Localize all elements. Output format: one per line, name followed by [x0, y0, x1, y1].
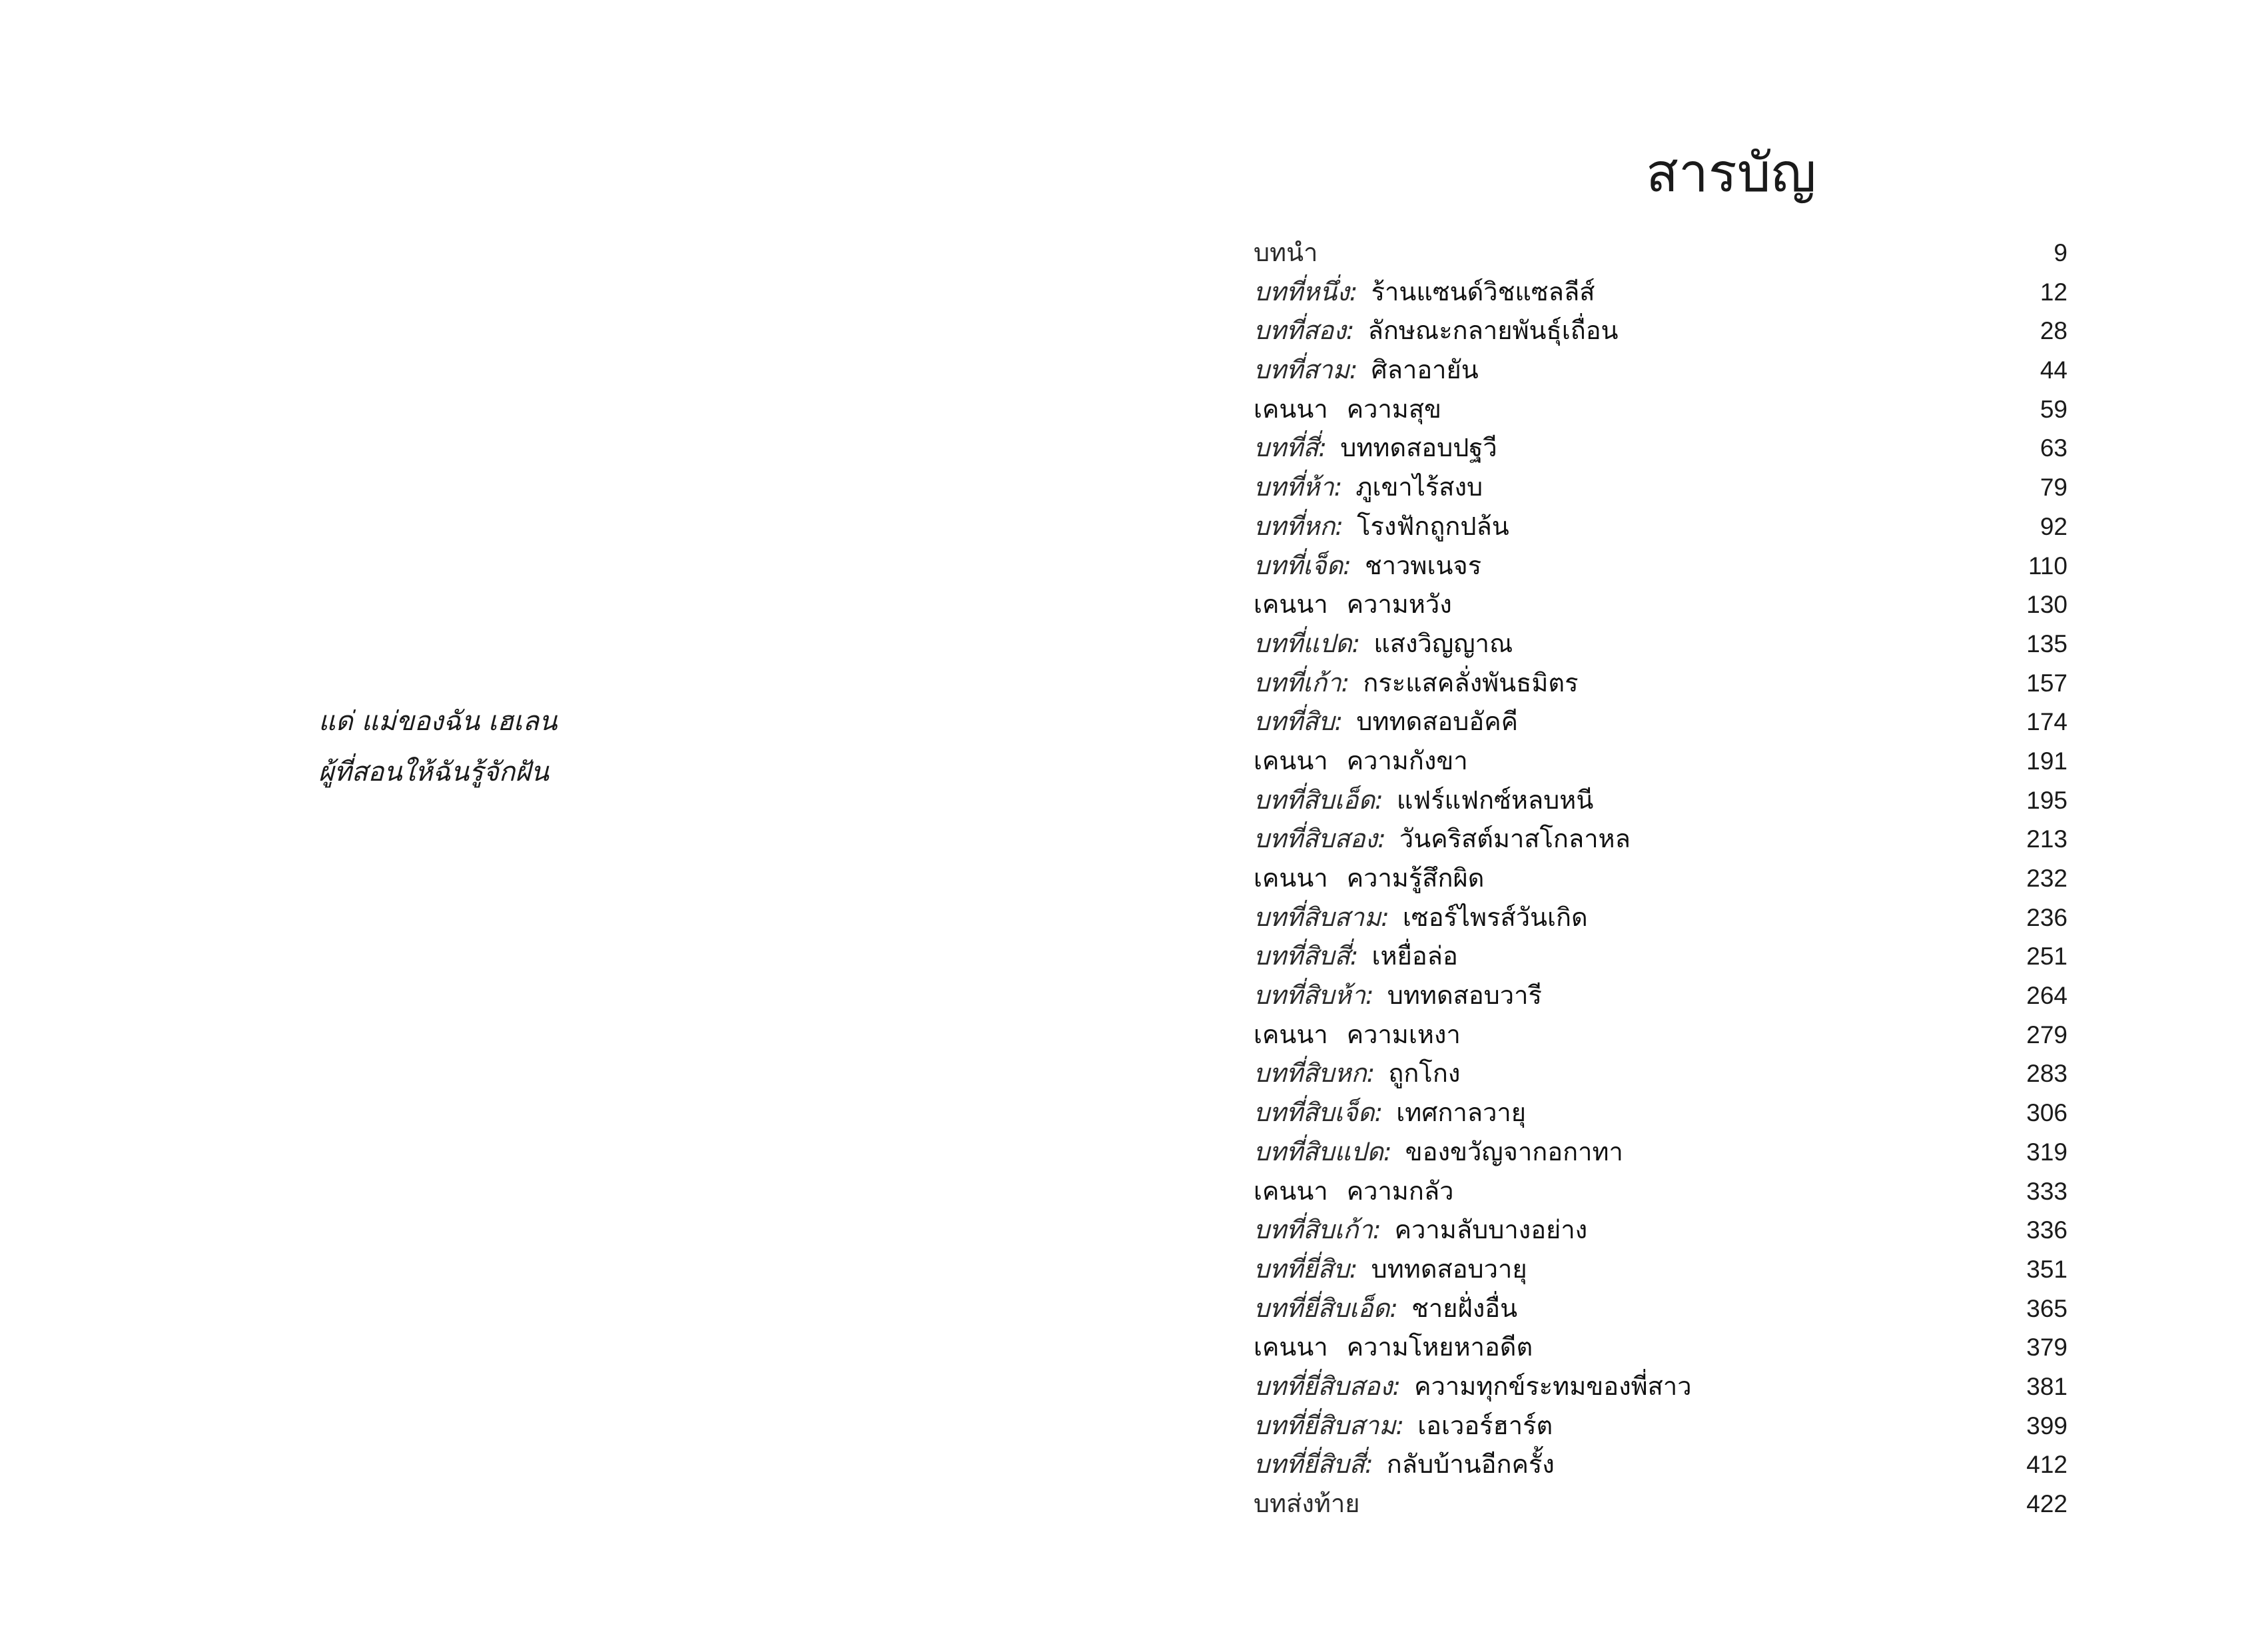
- toc-entry[interactable]: [1254, 1367, 2067, 1406]
- toc-entry-prefix: เคนนา: [1254, 394, 1328, 424]
- toc-entry-prefix: เคนนา: [1254, 1019, 1328, 1049]
- toc-page-number: 236: [2026, 903, 2067, 931]
- toc-page-number: 279: [2026, 1021, 2067, 1048]
- toc-entry-title: แสงวิญญาณ: [1373, 628, 1513, 658]
- toc-page-number: 9: [2054, 239, 2067, 266]
- toc-entry-label: [1254, 937, 1458, 976]
- toc-page-number: 12: [2040, 278, 2067, 306]
- toc-entry[interactable]: [1254, 468, 2067, 507]
- toc-entry[interactable]: [1254, 976, 2067, 1015]
- toc-page-number: 28: [2040, 317, 2067, 345]
- toc-entry-prefix: บทที่สิบสาม:: [1254, 902, 1389, 932]
- toc-page-number: 79: [2040, 474, 2067, 502]
- toc-entry-title: ของขวัญจากอกาทา: [1405, 1136, 1623, 1166]
- toc-entry-label: [1254, 1289, 1517, 1328]
- toc-entry-title: ภูเขาไร้สงบ: [1355, 472, 1483, 502]
- toc-entry[interactable]: [1254, 859, 2067, 898]
- toc-entry-title: กระแสคลั่งพันธมิตร: [1363, 667, 1579, 697]
- toc-entry[interactable]: [1254, 272, 2067, 312]
- toc-entry[interactable]: [1254, 1054, 2067, 1093]
- toc-entry-prefix: บทที่ยี่สิบเอ็ด:: [1254, 1293, 1399, 1323]
- toc-page-number: 412: [2026, 1451, 2067, 1479]
- toc-page-number: 59: [2040, 395, 2067, 423]
- toc-page-number: 63: [2040, 434, 2067, 462]
- toc-page-number: 195: [2026, 786, 2067, 814]
- toc-page-number: 351: [2026, 1255, 2067, 1283]
- toc-entry[interactable]: [1254, 1484, 2067, 1523]
- toc-entry-title: ลักษณะกลายพันธุ์เถื่อน: [1367, 316, 1619, 346]
- toc-entry-title: ความหวัง: [1346, 590, 1452, 620]
- toc-entry-prefix: บทที่สิบเอ็ด:: [1254, 785, 1383, 815]
- toc-entry-label: [1254, 624, 1513, 663]
- toc-entry-prefix: บทที่ยี่สิบสาม:: [1254, 1410, 1405, 1440]
- toc-page-number: 422: [2026, 1490, 2067, 1517]
- toc-entry-prefix: บทที่สาม:: [1254, 355, 1358, 385]
- toc-entry-prefix: บทที่สิบสอง:: [1254, 824, 1386, 854]
- toc-entry[interactable]: [1254, 1172, 2067, 1211]
- toc-entry[interactable]: [1254, 1406, 2067, 1446]
- toc-entry-label: [1254, 781, 1593, 820]
- toc-entry-title: ความโหยหาอดีต: [1346, 1332, 1533, 1362]
- toc-entry-prefix: เคนนา: [1254, 745, 1328, 775]
- toc-entry[interactable]: [1254, 1015, 2067, 1054]
- toc-entry-title: ความรู้สึกผิด: [1346, 863, 1485, 893]
- toc-entry-label: [1254, 741, 1468, 781]
- toc-entry-title: ความสุข: [1346, 394, 1442, 424]
- toc-entry-label: [1254, 350, 1479, 390]
- toc-entry-title: เหยื่อล่อ: [1371, 941, 1458, 971]
- toc-entry[interactable]: [1254, 1445, 2067, 1484]
- toc-page-number: 92: [2040, 512, 2067, 540]
- toc-entry-prefix: เคนนา: [1254, 863, 1328, 893]
- toc-entry-label: [1254, 1445, 1555, 1484]
- toc-entry[interactable]: [1254, 741, 2067, 781]
- toc-entry-title: ความทุกข์ระทมของพี่สาว: [1414, 1371, 1692, 1401]
- toc-entry-prefix: บทที่สิบสี่:: [1254, 941, 1359, 971]
- toc-page-number: 251: [2026, 943, 2067, 971]
- toc-entry[interactable]: [1254, 311, 2067, 350]
- toc-entry-prefix: บทที่สิบเจ็ด:: [1254, 1098, 1383, 1128]
- toc-entry-label: [1254, 1054, 1460, 1093]
- toc-entry[interactable]: [1254, 1250, 2067, 1289]
- toc-entry-prefix: บทที่แปด:: [1254, 628, 1361, 658]
- toc-entry-title: โรงฟักถูกปล้น: [1357, 511, 1509, 541]
- toc-entry-label: [1254, 1250, 1527, 1289]
- toc-entry-label: [1254, 272, 1595, 312]
- toc-entry-label: [1254, 702, 1518, 741]
- toc-entry-label: [1254, 390, 1441, 429]
- toc-entry-prefix: บทส่งท้าย: [1254, 1489, 1360, 1518]
- toc-entry-prefix: บทนำ: [1254, 238, 1318, 267]
- toc-entry[interactable]: [1254, 1289, 2067, 1328]
- toc-entry-title: เทศกาลวายุ: [1396, 1098, 1527, 1128]
- toc-entry-label: [1254, 1015, 1461, 1054]
- toc-entry-prefix: บทที่ห้า:: [1254, 472, 1343, 502]
- toc-entry[interactable]: [1254, 624, 2067, 663]
- toc-page-number: 264: [2026, 982, 2067, 1010]
- toc-entry-title: ถูกโกง: [1388, 1058, 1461, 1088]
- toc-entry-title: ชาวพเนจร: [1364, 550, 1482, 580]
- toc-entry-label: [1254, 546, 1481, 586]
- toc-entry-title: ความกลัว: [1346, 1176, 1454, 1206]
- toc-entry-prefix: บทที่หก:: [1254, 511, 1344, 541]
- toc-entry-label: [1254, 428, 1497, 468]
- dedication-line: แด่ แม่ของฉัน เฮเลน: [318, 706, 558, 737]
- toc-entry-title: บททดสอบอัคคี: [1356, 707, 1519, 737]
- toc-entry-prefix: บทที่สิบ:: [1254, 707, 1343, 737]
- toc-entry-prefix: บทที่สิบห้า:: [1254, 981, 1374, 1011]
- toc-entry-title: ร้านแซนด์วิชแซลลีส์: [1371, 276, 1595, 306]
- toc-entry-label: [1254, 1210, 1587, 1250]
- toc-page-number: 232: [2026, 865, 2067, 892]
- toc-entry-prefix: บทที่เจ็ด:: [1254, 550, 1351, 580]
- toc-page-number: 130: [2026, 591, 2067, 619]
- toc-entry-title: กลับบ้านอีกครั้ง: [1386, 1449, 1555, 1479]
- toc-entry[interactable]: [1254, 350, 2067, 390]
- toc-entry-title: วันคริสต์มาสโกลาหล: [1399, 824, 1631, 854]
- contents-page: [1125, 0, 2250, 1652]
- toc-entry[interactable]: [1254, 428, 2067, 468]
- toc-entry-prefix: บทที่สิบหก:: [1254, 1058, 1375, 1088]
- toc-entry[interactable]: [1254, 781, 2067, 820]
- toc-entry[interactable]: [1254, 390, 2067, 429]
- toc-page-number: 381: [2026, 1372, 2067, 1400]
- toc-entry-label: [1254, 233, 1317, 272]
- toc-entry-label: [1254, 663, 1579, 703]
- toc-entry-label: [1254, 1093, 1526, 1132]
- toc-entry-label: [1254, 507, 1509, 546]
- toc-entry-prefix: บทที่ยี่สิบสอง:: [1254, 1371, 1401, 1401]
- dedication: [318, 696, 557, 797]
- toc-entry-prefix: บทที่ยี่สิบ:: [1254, 1254, 1358, 1284]
- toc-page-number: 333: [2026, 1177, 2067, 1205]
- toc-page-number: 319: [2026, 1138, 2067, 1166]
- toc-entry-title: เซอร์ไพรส์วันเกิด: [1402, 902, 1588, 932]
- toc-entry-prefix: เคนนา: [1254, 1176, 1328, 1206]
- toc-entry-prefix: เคนนา: [1254, 1332, 1328, 1362]
- toc-entry[interactable]: [1254, 1328, 2067, 1367]
- toc-entry[interactable]: [1254, 507, 2067, 546]
- toc-entry-prefix: บทที่สี่:: [1254, 433, 1327, 463]
- toc-entry[interactable]: [1254, 819, 2067, 859]
- toc-entry-prefix: บทที่สิบเก้า:: [1254, 1215, 1381, 1245]
- toc-entry-title: ชายฝั่งอื่น: [1411, 1293, 1518, 1323]
- toc-entry-prefix: บทที่เก้า:: [1254, 667, 1350, 697]
- toc-entry-label: [1254, 1484, 1360, 1523]
- toc-entry-label: [1254, 1172, 1453, 1211]
- toc-entry-title: ศิลาอายัน: [1371, 355, 1479, 385]
- toc-page-number: 213: [2026, 825, 2067, 853]
- toc-entry-label: [1254, 976, 1542, 1015]
- toc-entry-title: ความกังขา: [1346, 745, 1468, 775]
- toc-entry-label: [1254, 1406, 1553, 1446]
- toc-entry[interactable]: [1254, 585, 2067, 624]
- toc-page-number: 110: [2028, 552, 2067, 580]
- toc-entry-label: [1254, 1367, 1692, 1406]
- toc-entry-prefix: บทที่สอง:: [1254, 316, 1355, 346]
- toc-page-number: 174: [2026, 708, 2067, 736]
- toc-page-number: 157: [2026, 669, 2067, 697]
- toc-entry-prefix: เคนนา: [1254, 590, 1328, 620]
- toc-entry-title: ความลับบางอย่าง: [1394, 1215, 1588, 1245]
- toc-entry-label: [1254, 898, 1588, 937]
- toc-entry[interactable]: [1254, 1132, 2067, 1172]
- toc-entry-label: [1254, 819, 1631, 859]
- toc-page-number: 191: [2026, 747, 2067, 775]
- toc-entry[interactable]: [1254, 1210, 2067, 1250]
- toc-entry-label: [1254, 1132, 1623, 1172]
- toc-page-number: 399: [2026, 1412, 2067, 1440]
- toc-entry-title: เอเวอร์ฮาร์ต: [1417, 1410, 1553, 1440]
- toc-entry-prefix: บทที่ยี่สิบสี่:: [1254, 1449, 1373, 1479]
- toc-page-number: 135: [2026, 629, 2067, 657]
- toc-page-number: 379: [2026, 1334, 2067, 1362]
- toc-entry-label: [1254, 1328, 1533, 1367]
- toc-entry-label: [1254, 585, 1452, 624]
- toc-entry-title: ความเหงา: [1346, 1019, 1461, 1049]
- dedication-line: ผู้ที่สอนให้ฉันรู้จักฝัน: [318, 757, 549, 787]
- toc-entry-prefix: บทที่หนึ่ง:: [1254, 276, 1358, 306]
- toc-entry-label: [1254, 468, 1483, 507]
- toc-entry-title: บททดสอบวารี: [1387, 981, 1542, 1011]
- toc-entry-title: บททดสอบวายุ: [1371, 1254, 1527, 1284]
- toc-page-number: 283: [2026, 1060, 2067, 1088]
- toc-entry-label: [1254, 311, 1619, 350]
- toc-page-number: 44: [2040, 356, 2067, 384]
- toc-entry-prefix: บทที่สิบแปด:: [1254, 1136, 1392, 1166]
- toc-entry[interactable]: [1254, 937, 2067, 976]
- toc-entry[interactable]: [1254, 702, 2067, 741]
- toc-entry-label: [1254, 859, 1484, 898]
- toc-entry-title: บททดสอบปฐวี: [1340, 433, 1497, 463]
- toc-entry[interactable]: [1254, 898, 2067, 937]
- toc-entry-title: แฟร์แฟกซ์หลบหนี: [1396, 785, 1594, 815]
- toc-entry[interactable]: [1254, 546, 2067, 586]
- toc-page-number: 336: [2026, 1216, 2067, 1244]
- toc-page-number: 306: [2026, 1099, 2067, 1127]
- toc-page-number: 365: [2026, 1294, 2067, 1322]
- toc-entry[interactable]: [1254, 663, 2067, 703]
- table-of-contents: [1254, 233, 2067, 1523]
- page-title: สารบัญ: [1646, 142, 1816, 204]
- toc-entry[interactable]: [1254, 233, 2067, 272]
- toc-entry[interactable]: [1254, 1093, 2067, 1132]
